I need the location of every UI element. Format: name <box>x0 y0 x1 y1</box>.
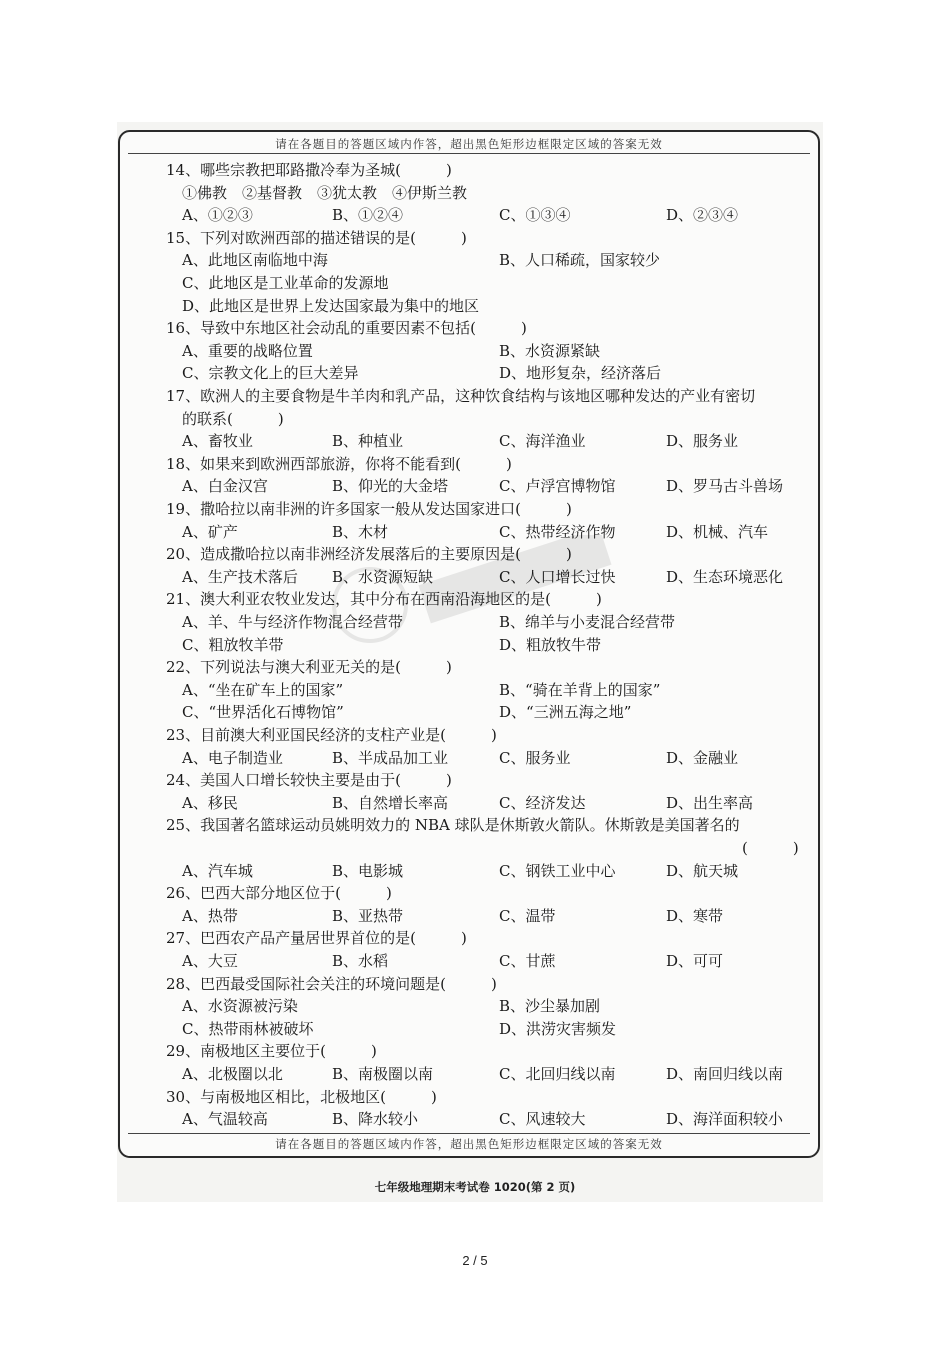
answer-option: C、此地区是工业革命的发源地 <box>182 274 389 292</box>
answer-option: A、畜牧业 <box>182 432 253 451</box>
answer-option: D、航天城 <box>666 861 739 880</box>
question-stem: 19、撒哈拉以南非洲的许多国家一般从发达国家进口( ) <box>166 500 572 518</box>
answer-option: B、沙尘暴加剧 <box>499 997 601 1016</box>
answer-area-notice-top: 请在各题目的答题区域内作答，超出黑色矩形边框限定区域的答案无效 <box>275 137 663 151</box>
answer-option: B、人口稀疏，国家较少 <box>499 251 661 270</box>
answer-option: A、羊、牛与经济作物混合经营带 <box>182 613 403 631</box>
answer-option: B、绵羊与小麦混合经营带 <box>499 613 676 631</box>
answer-option: C、温带 <box>499 906 556 925</box>
question-stem: 17、欧洲人的主要食物是牛羊肉和乳产品，这种饮食结构与该地区哪种发达的产业有密切 <box>166 387 756 405</box>
answer-option: D、地形复杂，经济落后 <box>499 364 662 383</box>
page-footer: 七年级地理期末考试卷 1020(第 2 页) <box>374 1180 576 1194</box>
answer-option: D、金融业 <box>666 748 739 767</box>
answer-option: D、可可 <box>666 952 724 970</box>
answer-option: A、“坐在矿车上的国家” <box>182 680 344 699</box>
answer-option: D、洪涝灾害频发 <box>499 1019 617 1038</box>
question-stem: 20、造成撒哈拉以南非洲经济发展落后的主要原因是( ) <box>166 545 572 564</box>
answer-option: C、卢浮宫博物馆 <box>499 477 616 496</box>
answer-option: C、海洋渔业 <box>499 432 586 451</box>
answer-option: C、“世界活化石博物馆” <box>182 703 344 722</box>
question-stem: 14、哪些宗教把耶路撒冷奉为圣城( ) <box>166 161 452 179</box>
answer-option: C、风速较大 <box>499 1110 586 1129</box>
answer-option: B、仰光的大金塔 <box>332 477 449 496</box>
answer-option: C、热带雨林被破坏 <box>182 1019 314 1038</box>
answer-option: C、甘蔗 <box>499 952 556 970</box>
question-stem: 18、如果来到欧洲西部旅游，你将不能看到( ) <box>166 454 512 473</box>
answer-option: C、经济发达 <box>499 793 586 812</box>
answer-option: D、寒带 <box>666 906 724 925</box>
answer-frame <box>118 130 820 1158</box>
answer-option: B、水资源短缺 <box>332 567 434 586</box>
answer-option: B、降水较小 <box>332 1110 419 1129</box>
answer-option: C、钢铁工业中心 <box>499 861 616 880</box>
question-stem: 22、下列说法与澳大利亚无关的是( ) <box>166 658 452 677</box>
answer-option: A、白金汉宫 <box>182 477 268 496</box>
answer-option: D、粗放牧牛带 <box>499 635 602 654</box>
answer-option: B、①②④ <box>332 206 404 225</box>
question-stem-continued: ①佛教 ②基督教 ③犹太教 ④伊斯兰教 <box>182 183 468 202</box>
answer-option: D、海洋面积较小 <box>666 1110 784 1129</box>
answer-option: B、电影城 <box>332 861 404 880</box>
answer-option: B、水资源紧缺 <box>499 341 601 360</box>
answer-option: D、南回归线以南 <box>666 1065 784 1083</box>
question-stem: 30、与南极地区相比，北极地区( ) <box>166 1087 437 1106</box>
answer-option: D、机械、汽车 <box>666 522 769 541</box>
answer-option: A、大豆 <box>182 952 238 970</box>
answer-option: B、自然增长率高 <box>332 793 449 812</box>
answer-option: C、北回归线以南 <box>499 1065 616 1083</box>
answer-option: A、电子制造业 <box>182 748 283 767</box>
answer-option: B、半成品加工业 <box>332 748 449 767</box>
divider-top <box>128 153 810 154</box>
page-number: 2 / 5 <box>462 1253 488 1268</box>
question-stem-continued: 的联系( ) <box>182 409 284 428</box>
answer-area-notice-bottom: 请在各题目的答题区域内作答，超出黑色矩形边框限定区域的答案无效 <box>275 1137 663 1151</box>
question-stem: 29、南极地区主要位于( ) <box>166 1042 377 1061</box>
answer-option: D、②③④ <box>666 206 739 225</box>
question-stem: 28、巴西最受国际社会关注的环境问题是( ) <box>166 974 497 993</box>
question-stem: 15、下列对欧洲西部的描述错误的是( ) <box>166 228 467 247</box>
answer-option: D、“三洲五海之地” <box>499 703 632 722</box>
answer-option: C、宗教文化上的巨大差异 <box>182 364 359 383</box>
question-stem: 26、巴西大部分地区位于( ) <box>166 884 392 903</box>
answer-option: D、生态环境恶化 <box>666 567 784 586</box>
answer-option: A、矿产 <box>182 522 238 541</box>
question-stem: 21、澳大利亚农牧业发达，其中分布在西南沿海地区的是( ) <box>166 590 602 609</box>
answer-option: D、此地区是世界上发达国家最为集中的地区 <box>182 296 480 315</box>
answer-option: A、移民 <box>182 793 238 812</box>
answer-option: C、①③④ <box>499 206 571 225</box>
answer-option: D、服务业 <box>666 432 739 451</box>
answer-option: A、此地区南临地中海 <box>182 251 328 270</box>
answer-option: B、“骑在羊背上的国家” <box>499 680 661 699</box>
answer-option: A、水资源被污染 <box>182 997 298 1016</box>
question-stem: 24、美国人口增长较快主要是由于( ) <box>166 771 452 790</box>
question-stem: 23、目前澳大利亚国民经济的支柱产业是( ) <box>166 726 497 744</box>
answer-option: A、北极圈以北 <box>182 1065 283 1083</box>
question-stem: 25、我国著名篮球运动员姚明效力的 NBA 球队是休斯敦火箭队。休斯敦是美国著名的 <box>166 816 740 835</box>
question-stem: 16、导致中东地区社会动乱的重要因素不包括( ) <box>166 319 527 338</box>
answer-option: A、热带 <box>182 906 238 925</box>
answer-option: B、种植业 <box>332 432 404 451</box>
answer-option: B、水稻 <box>332 952 389 970</box>
question-stem: 27、巴西农产品产量居世界首位的是( ) <box>166 929 467 948</box>
answer-option: C、热带经济作物 <box>499 522 616 541</box>
answer-option: A、①②③ <box>182 206 253 225</box>
answer-option: C、人口增长过快 <box>499 567 616 586</box>
question-stem-continued: ( ) <box>742 839 799 857</box>
answer-option: A、重要的战略位置 <box>182 341 313 360</box>
answer-option: C、服务业 <box>499 748 571 767</box>
answer-option: D、罗马古斗兽场 <box>666 477 784 496</box>
answer-option: B、南极圈以南 <box>332 1065 434 1083</box>
answer-option: C、粗放牧羊带 <box>182 635 284 654</box>
answer-option: D、出生率高 <box>666 793 754 812</box>
divider-bottom <box>128 1133 810 1134</box>
answer-option: A、气温较高 <box>182 1110 268 1129</box>
answer-option: A、生产技术落后 <box>182 567 298 586</box>
answer-option: A、汽车城 <box>182 861 253 880</box>
answer-option: B、木材 <box>332 522 389 541</box>
answer-option: B、亚热带 <box>332 906 404 925</box>
